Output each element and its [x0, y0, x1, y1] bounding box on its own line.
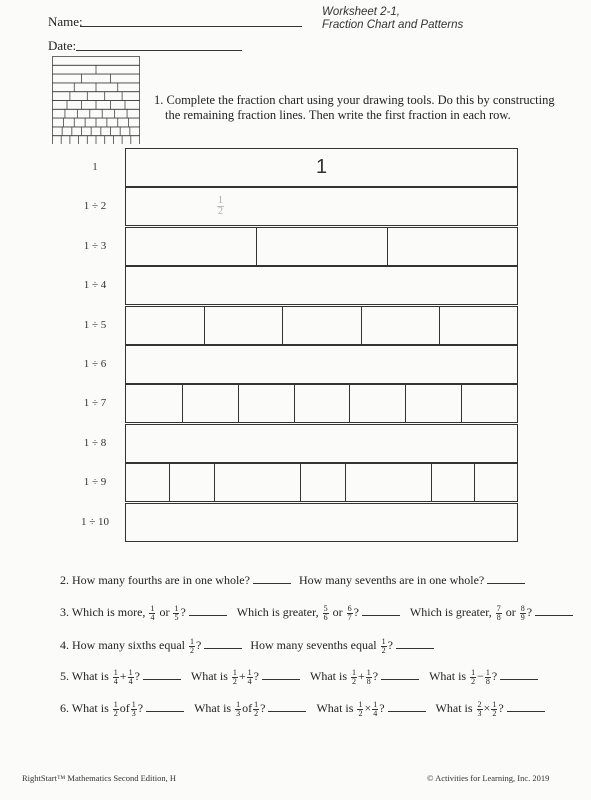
fraction-divider	[345, 464, 346, 501]
fraction-divider	[282, 307, 283, 344]
answer-blank[interactable]	[189, 605, 227, 616]
answer-blank[interactable]	[396, 638, 434, 649]
answer-blank[interactable]	[262, 669, 300, 680]
answer-blank[interactable]	[500, 669, 538, 680]
answer-blank[interactable]	[388, 701, 426, 712]
question-6: 6. What is $\frac{1}{2}$ of $\frac{1}{3}$ ? What is $\frac{1}{3}$ of $\frac{1}{2}$ ? What is $\frac{1}{2}$ × $\frac{1}{4}$ ? What is $\frac{2}{3}$ × $\frac{1}{2}$ ?	[60, 700, 548, 718]
row-label: 1 ÷ 4	[83, 279, 107, 291]
fraction-divider	[387, 228, 388, 265]
fraction-divider	[349, 385, 350, 422]
fraction-row[interactable]	[125, 148, 518, 187]
answer-blank[interactable]	[507, 701, 545, 712]
fraction-row[interactable]	[125, 187, 518, 226]
row-label: 1 ÷ 7	[83, 397, 107, 409]
row-label: 1 ÷ 6	[83, 358, 107, 370]
row-label: 1 ÷ 10	[80, 516, 110, 528]
fraction: $\frac{1}{5}$	[174, 603, 179, 622]
row-label: 1 ÷ 3	[83, 240, 107, 252]
answer-blank[interactable]	[362, 605, 400, 616]
fraction-divider	[256, 228, 257, 265]
date-label: Date:	[48, 38, 77, 53]
fraction-row[interactable]	[125, 306, 518, 345]
fraction: $\frac{8}{9}$	[520, 603, 525, 622]
row-label: 1 ÷ 5	[83, 319, 107, 331]
fraction-divider	[439, 307, 440, 344]
fraction-divider	[182, 385, 183, 422]
row-label: 1	[92, 161, 98, 173]
row-label: 1 ÷ 8	[83, 437, 107, 449]
fraction: $\frac{5}{6}$	[323, 603, 328, 622]
fraction-divider	[204, 307, 205, 344]
date-field[interactable]	[76, 50, 242, 51]
row-label: 1 ÷ 9	[83, 476, 107, 488]
fraction-divider	[294, 385, 295, 422]
fraction-divider	[431, 464, 432, 501]
fraction-divider	[405, 385, 406, 422]
answer-blank[interactable]	[487, 573, 525, 584]
fraction-divider	[474, 464, 475, 501]
footer-right: © Activities for Learning, Inc. 2019	[427, 773, 550, 783]
fraction-divider	[361, 307, 362, 344]
fraction-divider	[300, 464, 301, 501]
faint-fraction: 1 2	[218, 195, 223, 217]
fraction-row[interactable]	[125, 384, 518, 423]
fraction: $\frac{1}{4}$	[150, 603, 155, 622]
fraction-row[interactable]	[125, 463, 518, 502]
instruction-line-2: the remaining fraction lines. Then write the first fraction in each row.	[165, 108, 511, 122]
fraction-row[interactable]	[125, 503, 518, 542]
worksheet-subtitle: Fraction Chart and Patterns	[322, 19, 464, 31]
answer-blank[interactable]	[381, 669, 419, 680]
fraction: $\frac{1}{2}$	[190, 636, 194, 655]
question-2: 2. How many fourths are in one whole? How many sevenths are in one whole?	[60, 572, 528, 588]
fraction: $\frac{6}{7}$	[347, 603, 352, 622]
row-label: 1 ÷ 2	[83, 200, 107, 212]
whole-label: 1	[315, 156, 328, 178]
answer-blank[interactable]	[268, 701, 306, 712]
answer-blank[interactable]	[535, 605, 573, 616]
fraction-row[interactable]	[125, 266, 518, 305]
fraction-row[interactable]	[125, 424, 518, 463]
footer-left: RightStart™ Mathematics Second Edition, H	[22, 773, 176, 783]
fraction-row[interactable]	[125, 345, 518, 384]
answer-blank[interactable]	[204, 638, 242, 649]
instruction-line-1: 1. Complete the fraction chart using your drawing tools. Do this by constructing	[154, 93, 555, 107]
fraction: $\frac{1}{2}$	[381, 636, 386, 655]
question-5: 5. What is $\frac{1}{4}$ + $\frac{1}{4}$ ? What is $\frac{1}{2}$ + $\frac{1}{4}$ ? What is $\frac{1}{2}$ + $\frac{1}{8}$ ? What is $\frac{1}{2}$ − $\frac{1}{8}$ ?	[60, 668, 541, 686]
question-4: 4. How many sixths equal $\frac{1}{2}$ ? How many sevenths equal $\frac{1}{2}$ ?	[60, 637, 437, 655]
answer-blank[interactable]	[253, 573, 291, 584]
name-label: Name:	[48, 14, 83, 29]
fraction-divider	[169, 464, 170, 501]
fraction-row[interactable]	[125, 227, 518, 266]
fraction-divider	[238, 385, 239, 422]
answer-blank[interactable]	[143, 669, 181, 680]
fraction-divider	[461, 385, 462, 422]
question-3: 3. Which is more, $\frac{1}{4}$ or $\frac{1}{5}$ ? Which is greater, $\frac{5}{6}$ or $\frac{6}{7}$ ? Which is greater, $\frac{7}{8}$ or $\frac{8}{9}$ ?	[60, 604, 576, 622]
name-field[interactable]	[80, 26, 302, 27]
answer-blank[interactable]	[146, 701, 184, 712]
worksheet-title: Worksheet 2-1,	[322, 6, 400, 18]
fraction: $\frac{7}{8}$	[496, 603, 501, 622]
fraction-divider	[214, 464, 215, 501]
fraction-chart-icon	[52, 56, 140, 144]
